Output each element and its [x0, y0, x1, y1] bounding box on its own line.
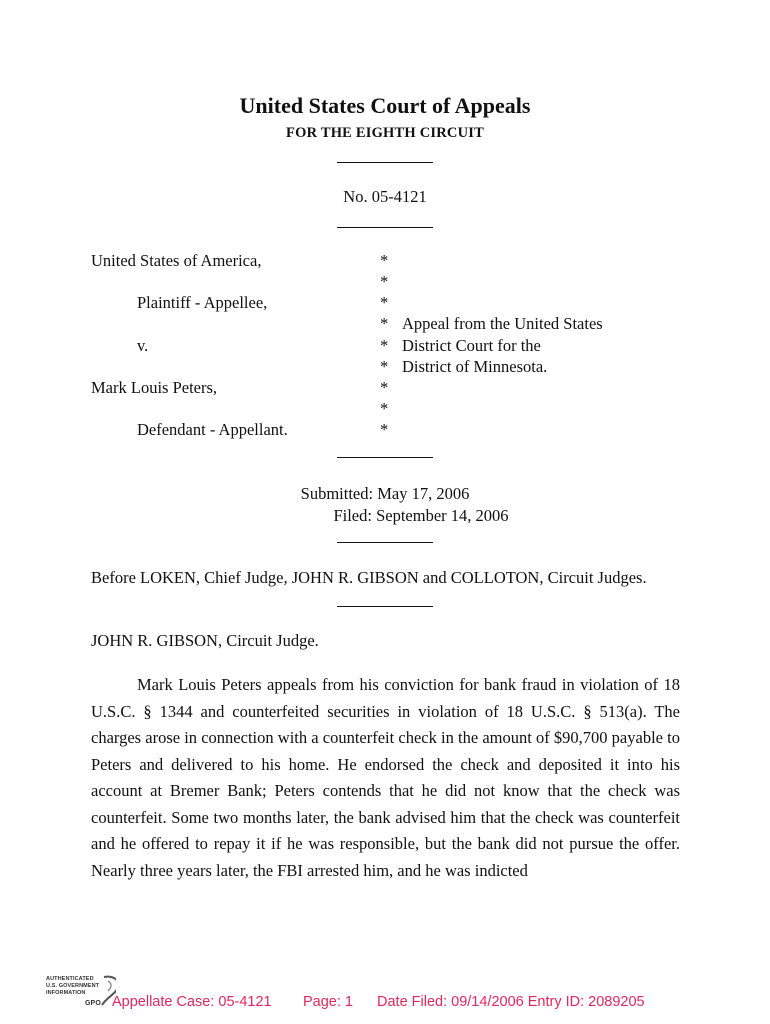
seal-text: GPO	[85, 1000, 101, 1007]
panel-judges: Before LOKEN, Chief Judge, JOHN R. GIBSON and COLLOTON, Circuit Judges.	[91, 568, 647, 587]
plaintiff-name: United States of America,	[91, 251, 262, 270]
caption-star: *	[380, 272, 389, 291]
caption-star: *	[380, 336, 389, 355]
circuit-name: FOR THE EIGHTH CIRCUIT	[286, 125, 484, 141]
submitted-date: Submitted: May 17, 2006	[300, 484, 470, 503]
caption-star: *	[380, 251, 389, 270]
appeal-line: District of Minnesota.	[402, 357, 548, 376]
plaintiff-role: Plaintiff - Appellee,	[137, 293, 268, 312]
caption-star: *	[380, 293, 389, 312]
defendant-name: Mark Louis Peters,	[91, 378, 218, 397]
court-title: United States Court of Appeals	[239, 93, 531, 118]
divider-rule	[337, 227, 433, 228]
footer-date-filed: Date Filed: 09/14/2006 Entry ID: 2089205	[377, 994, 645, 1010]
filed-date: Filed: September 14, 2006	[333, 506, 509, 525]
footer-page-number: Page: 1	[303, 994, 353, 1010]
appeal-line: Appeal from the United States	[402, 314, 603, 333]
seal-text: INFORMATION	[46, 990, 86, 996]
divider-rule	[337, 162, 433, 163]
docket-number: No. 05-4121	[343, 187, 427, 206]
caption-star: *	[380, 378, 389, 397]
appeal-line: District Court for the	[402, 336, 541, 355]
caption-star: *	[380, 420, 389, 439]
caption-star: *	[380, 399, 389, 418]
seal-text: AUTHENTICATED	[46, 976, 94, 982]
versus-label: v.	[137, 336, 149, 355]
divider-rule	[337, 542, 433, 543]
caption-star: *	[380, 357, 389, 376]
opinion-paragraph: Mark Louis Peters appeals from his conviction for bank fraud in violation of 18 U.S.C. § 1344 and counterfeited securities in violation of 18 U.S.C. § 513(a). The charges arose in connection with a counterfeit check in the amount of $90,700 payable to Peters and delivered to his home. He endorsed the check and deposited it into his account at Bremer Bank; Peters contends that he did not know that the check was counterfeit. Some two months later, the bank advised him that the check was counterfeit and he offered to repay it if he was responsible, but the bank did not pursue the offer. Nearly three years later, the FBI arrested him, and he was indicted	[91, 675, 680, 880]
opinion-author: JOHN R. GIBSON, Circuit Judge.	[91, 631, 319, 650]
gpo-seal	[46, 973, 116, 1013]
footer-case-number: Appellate Case: 05-4121	[112, 994, 272, 1010]
divider-rule	[337, 457, 433, 458]
caption-star: *	[380, 314, 389, 333]
divider-rule	[337, 606, 433, 607]
defendant-role: Defendant - Appellant.	[137, 420, 288, 439]
seal-text: U.S. GOVERNMENT	[46, 983, 100, 989]
